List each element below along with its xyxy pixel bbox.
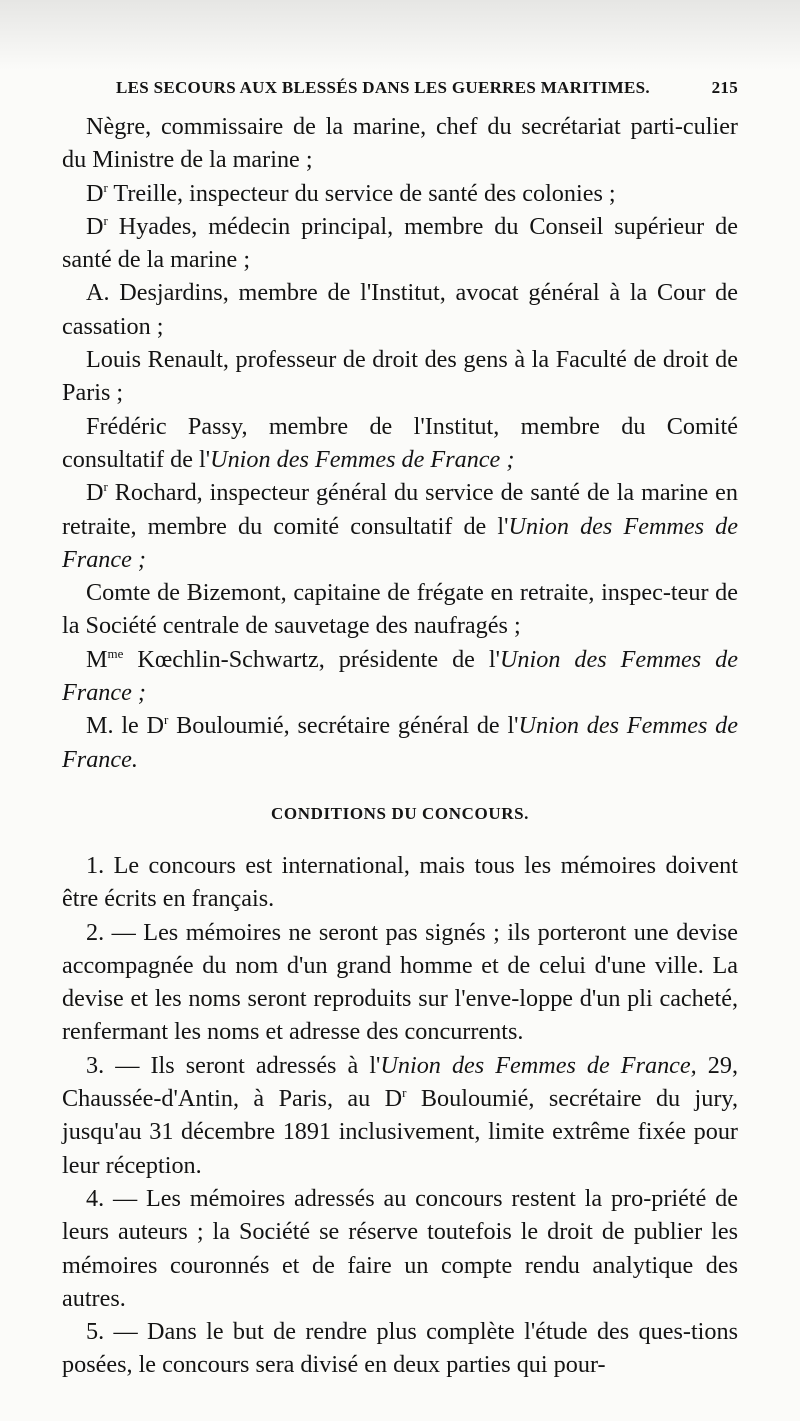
page-number: 215 — [711, 78, 738, 97]
condition-item: 2. — Les mémoires ne seront pas signés ; ils porteront une devise accompagnée du nom d'un grand homme et de celui d'une ville. La devise et les noms seront reproduits sur l'enve-loppe d'un pli cacheté, renfermant les noms et adresse des concurrents. — [62, 918, 738, 1046]
member-entry: Comte de Bizemont, capitaine de frégate en retraite, inspec-teur de la Société centrale de sauvetage des naufragés ; — [62, 579, 738, 640]
running-head-title: LES SECOURS AUX BLESSÉS DANS LES GUERRES MARITIMES. — [116, 78, 650, 97]
member-entry: $D^r$ Rochard, inspecteur général du service de santé de la marine en retraite, membre du comité consultatif de l'Union des Femmes de France ; — [62, 479, 738, 573]
condition-item: 3. — Ils seront adressés à l'Union des Femmes de France, 29, Chaussée-d'Antin, à Paris, au $D^r$ Bouloumié, secrétaire du jury, jusqu'au 31 décembre 1891 inclusivement, limite extrême fixée pour leur réception. — [62, 1051, 738, 1179]
condition-item: 5. — Dans le but de rendre plus complète l'étude des ques-tions posées, le concours sera divisé en deux parties qui pour- — [62, 1318, 738, 1379]
member-entry: $D^r$ Hyades, médecin principal, membre du Conseil supérieur de santé de la marine ; — [62, 212, 738, 274]
member-entry: M. le $D^r$ Bouloumié, secrétaire général de l'Union des Femmes de France. — [62, 712, 738, 773]
members-list — [62, 110, 738, 776]
conditions-list — [62, 849, 738, 1382]
condition-item: 1. Le concours est international, mais tous les mémoires doivent être écrits en français. — [62, 851, 738, 913]
scan-shade — [0, 0, 800, 70]
section-title: CONDITIONS DU CONCOURS. — [271, 803, 529, 823]
member-entry: Louis Renault, professeur de droit des gens à la Faculté de droit de Paris ; — [62, 346, 738, 407]
running-head — [116, 78, 738, 98]
member-entry: Frédéric Passy, membre de l'Institut, membre du Comité consultatif de l'Union des Femmes de France ; — [62, 412, 738, 473]
member-entry: A. Desjardins, membre de l'Institut, avocat général à la Cour de cassation ; — [62, 279, 738, 340]
member-entry: $D^r$ Treille, inspecteur du service de santé des colonies ; — [86, 179, 616, 207]
condition-item: 4. — Les mémoires adressés au concours restent la pro-priété de leurs auteurs ; la Société se réserve toutefois le droit de publier les mémoires couronnés et de faire un compte rendu analytique des autres. — [62, 1184, 738, 1312]
member-entry: $M^{me}$ Kœchlin-Schwartz, présidente de l'Union des Femmes de France ; — [62, 645, 738, 707]
document-page — [62, 78, 738, 1382]
member-entry: Nègre, commissaire de la marine, chef du secrétariat parti-culier du Ministre de la marine ; — [62, 113, 738, 174]
